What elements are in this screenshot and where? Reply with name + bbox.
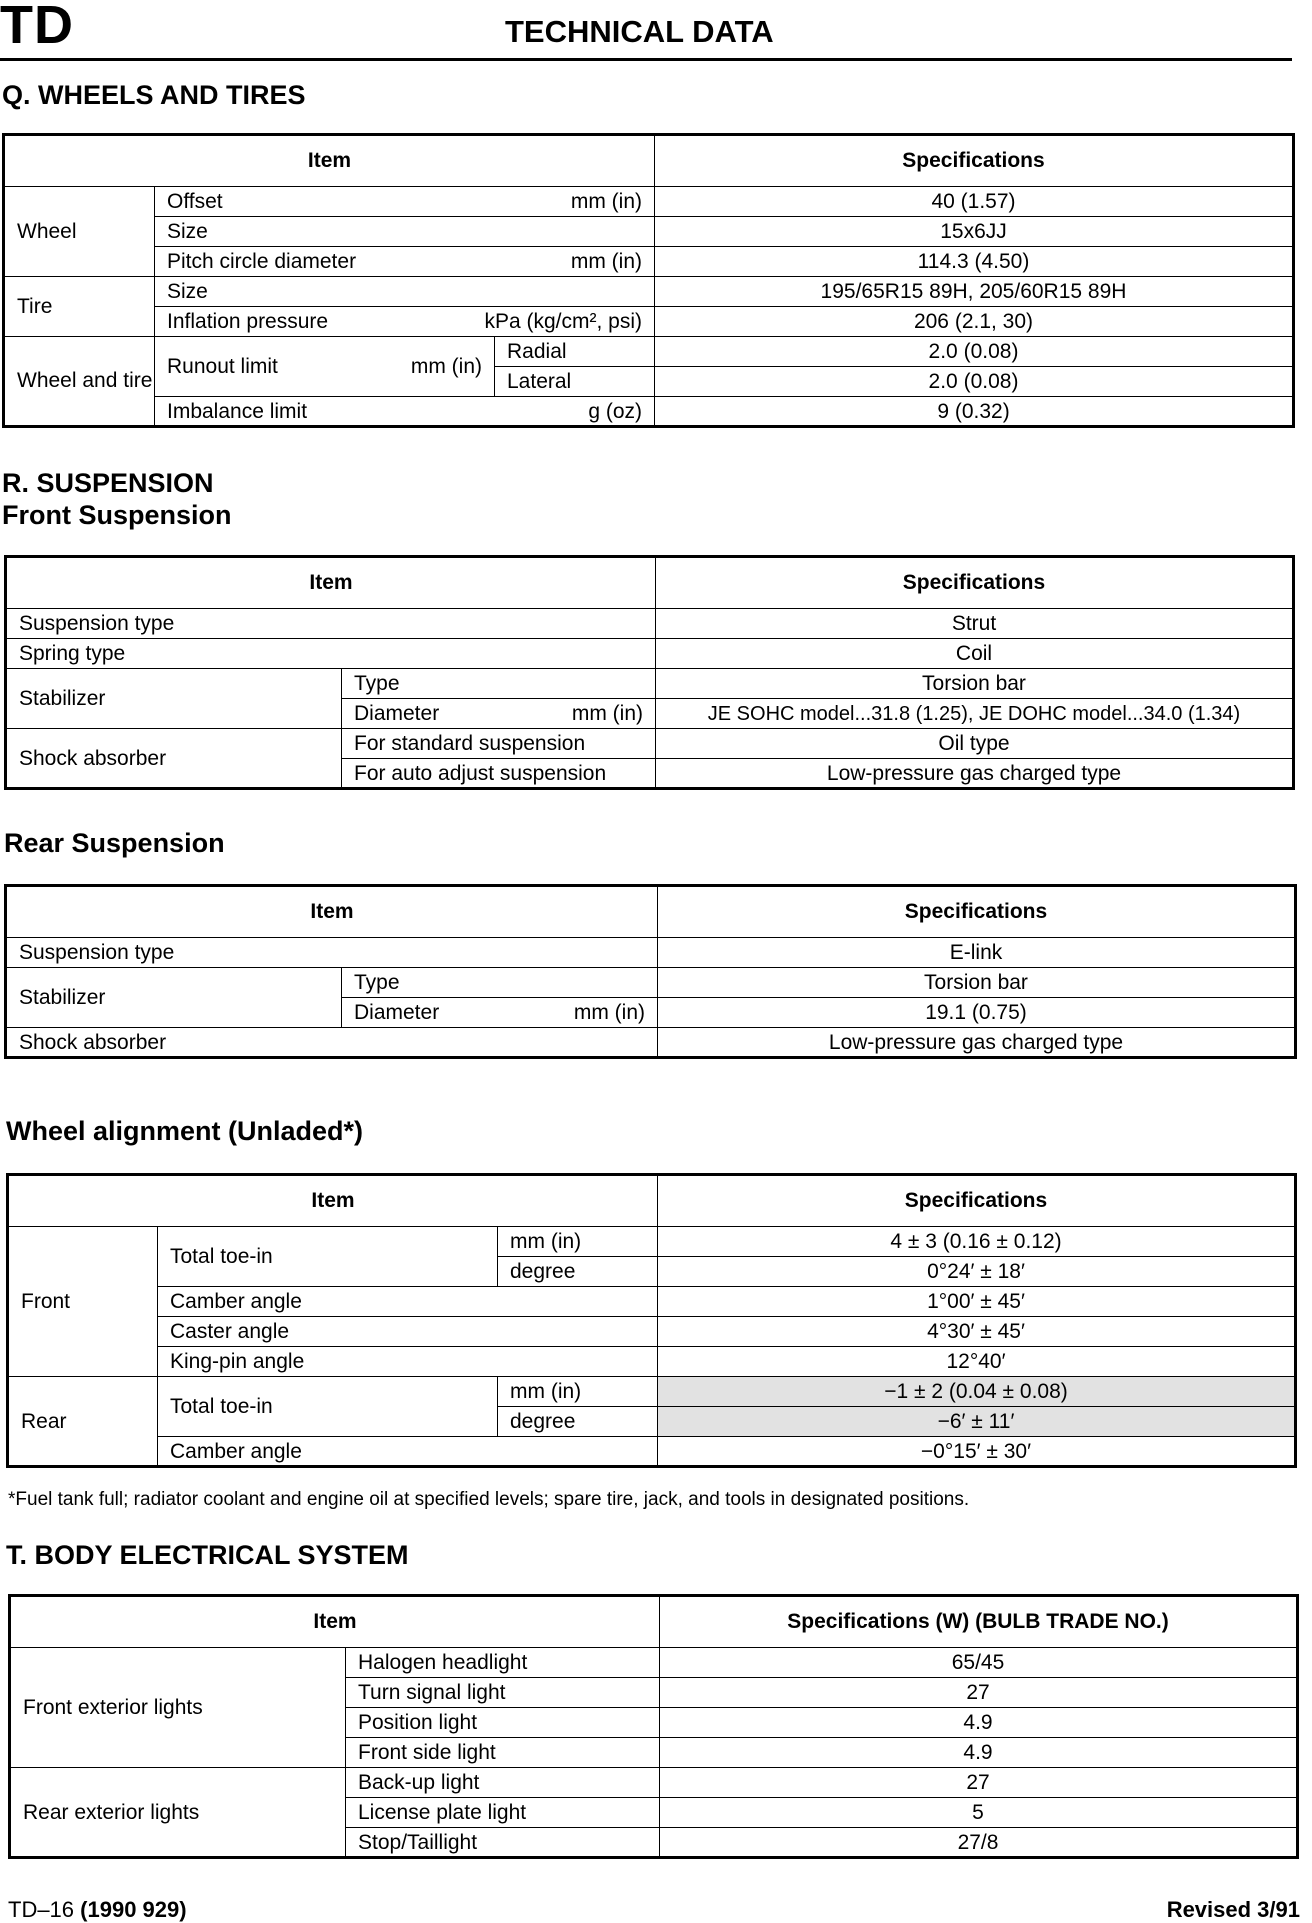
spec-value: 206 (2.1, 30) (655, 307, 1294, 337)
col-item-header: Item (4, 135, 655, 187)
spec-value: Oil type (656, 729, 1294, 759)
table-header-row (4, 135, 1294, 187)
unit-label: g (oz) (588, 399, 642, 423)
row-label: Size (155, 277, 655, 307)
spec-value: 0°24′ ± 18′ (658, 1257, 1296, 1287)
spec-value: 5 (660, 1798, 1298, 1828)
row-label: Total toe-in (158, 1227, 498, 1287)
spec-value: JE SOHC model...31.8 (1.25), JE DOHC model...34.0 (1.34) (656, 699, 1294, 729)
spec-value: −1 ± 2 (0.04 ± 0.08) (658, 1377, 1296, 1407)
spec-value: 65/45 (660, 1648, 1298, 1678)
col-item-header: Item (8, 1175, 658, 1227)
table-header-row (6, 886, 1296, 938)
row-group-label: Rear exterior lights (10, 1768, 346, 1858)
row-label: Suspension type (6, 938, 658, 968)
row-group-label: Wheel and tire (4, 337, 155, 427)
table-row (4, 337, 1294, 367)
row-label: Shock absorber (6, 1028, 658, 1058)
spec-value: 1°00′ ± 45′ (658, 1287, 1296, 1317)
page-code: TD–16 (8, 1897, 75, 1922)
unit-label: degree (498, 1257, 658, 1287)
row-group-label: Tire (4, 277, 155, 337)
spec-value: 4.9 (660, 1708, 1298, 1738)
col-spec-header: Specifications (658, 1175, 1296, 1227)
spec-value: 27 (660, 1678, 1298, 1708)
alignment-footnote: *Fuel tank full; radiator coolant and engine oil at specified levels; spare tire, jack, and tools in designated positions. (8, 1489, 970, 1510)
row-label: Runout limit (167, 355, 278, 378)
spec-value: Low-pressure gas charged type (658, 1028, 1296, 1058)
table-header-row (6, 557, 1294, 609)
spec-value: 2.0 (0.08) (655, 367, 1294, 397)
table-row (4, 217, 1294, 247)
row-label: For auto adjust suspension (342, 759, 656, 789)
unit-label: mm (in) (570, 250, 642, 273)
spec-value: −6′ ± 11′ (658, 1407, 1296, 1437)
spec-value: Torsion bar (658, 968, 1296, 998)
table-row (10, 1648, 1298, 1678)
row-label: License plate light (346, 1798, 660, 1828)
row-label: Front side light (346, 1738, 660, 1768)
spec-value: 195/65R15 89H, 205/60R15 89H (655, 277, 1294, 307)
row-label: Stop/Taillight (346, 1828, 660, 1858)
spec-value: −0°15′ ± 30′ (658, 1437, 1296, 1467)
row-label: Caster angle (158, 1317, 658, 1347)
unit-label: mm (in) (570, 190, 642, 213)
section-code: TD (0, 0, 74, 55)
alignment-table (6, 1173, 1297, 1468)
row-label: Camber angle (158, 1287, 658, 1317)
spec-value: 40 (1.57) (655, 187, 1294, 217)
table-row (8, 1227, 1296, 1257)
row-label: Size (155, 217, 655, 247)
table-row (4, 187, 1294, 217)
unit-label: mm (in) (573, 1001, 645, 1024)
unit-label: mm (in) (498, 1377, 658, 1407)
spec-value: 27 (660, 1768, 1298, 1798)
unit-label: degree (498, 1407, 658, 1437)
unit-label: kPa (kg/cm², psi) (484, 310, 642, 333)
row-label: Position light (346, 1708, 660, 1738)
rear-suspension-table (4, 884, 1297, 1059)
row-label: Total toe-in (158, 1377, 498, 1437)
page-number (8, 1897, 187, 1923)
col-spec-header: Specifications (658, 886, 1296, 938)
table-row (6, 669, 1294, 699)
row-group-label: Wheel (4, 187, 155, 277)
spec-value: 4°30′ ± 45′ (658, 1317, 1296, 1347)
alignment-title: Wheel alignment (Unladed*) (6, 1116, 364, 1146)
unit-label: mm (in) (410, 355, 482, 378)
row-label: Diameter (354, 1001, 440, 1024)
table-row (4, 277, 1294, 307)
spec-value: 19.1 (0.75) (658, 998, 1296, 1028)
row-label: Halogen headlight (346, 1648, 660, 1678)
col-item-header: Item (10, 1596, 660, 1648)
row-label: Offset (167, 190, 223, 213)
row-label: Spring type (6, 639, 656, 669)
table-row (8, 1287, 1296, 1317)
row-group-label: Stabilizer (6, 968, 342, 1028)
spec-value: 4 ± 3 (0.16 ± 0.12) (658, 1227, 1296, 1257)
table-row (8, 1437, 1296, 1467)
row-group-label: Front exterior lights (10, 1648, 346, 1768)
electrical-section-title: T. BODY ELECTRICAL SYSTEM (6, 1540, 409, 1570)
wheels-table (2, 133, 1295, 428)
table-row (6, 1028, 1296, 1058)
table-row (6, 639, 1294, 669)
col-item-header: Item (6, 557, 656, 609)
spec-value: 15x6JJ (655, 217, 1294, 247)
sub-label: Radial (495, 337, 655, 367)
table-row (6, 968, 1296, 998)
row-label: Imbalance limit (167, 399, 308, 423)
row-label: Turn signal light (346, 1678, 660, 1708)
row-label: Pitch circle diameter (167, 250, 357, 273)
col-spec-header: Specifications (655, 135, 1294, 187)
row-group-label: Stabilizer (6, 669, 342, 729)
unit-label: mm (in) (571, 702, 643, 725)
row-label: Inflation pressure (167, 310, 329, 333)
table-row (8, 1377, 1296, 1407)
front-suspension-title: Front Suspension (2, 500, 232, 530)
table-row (10, 1768, 1298, 1798)
row-label: Type (342, 669, 656, 699)
col-item-header: Item (6, 886, 658, 938)
spec-value: 4.9 (660, 1738, 1298, 1768)
table-row (4, 397, 1294, 427)
spec-value: Low-pressure gas charged type (656, 759, 1294, 789)
row-label: King-pin angle (158, 1347, 658, 1377)
rear-suspension-title: Rear Suspension (4, 828, 225, 858)
table-header-row (8, 1175, 1296, 1227)
electrical-table (8, 1594, 1299, 1859)
spec-value: E-link (658, 938, 1296, 968)
header-rule (0, 58, 1292, 61)
suspension-section-title: R. SUSPENSION (2, 468, 214, 498)
unit-label: mm (in) (498, 1227, 658, 1257)
row-group-label: Rear (8, 1377, 158, 1467)
row-label: For standard suspension (342, 729, 656, 759)
front-suspension-table (4, 555, 1295, 790)
row-label: Back-up light (346, 1768, 660, 1798)
col-spec-header: Specifications (W) (BULB TRADE NO.) (660, 1596, 1298, 1648)
row-label: Camber angle (158, 1437, 658, 1467)
spec-value: 114.3 (4.50) (655, 247, 1294, 277)
table-row (4, 247, 1294, 277)
page-title: TECHNICAL DATA (505, 14, 774, 49)
table-header-row (10, 1596, 1298, 1648)
wheels-section-title: Q. WHEELS AND TIRES (2, 80, 306, 110)
row-label: Type (342, 968, 658, 998)
spec-value: Strut (656, 609, 1294, 639)
row-label: Suspension type (6, 609, 656, 639)
spec-value: 12°40′ (658, 1347, 1296, 1377)
sub-label: Lateral (495, 367, 655, 397)
row-group-label: Front (8, 1227, 158, 1377)
spec-value: 27/8 (660, 1828, 1298, 1858)
table-row (4, 307, 1294, 337)
model-label: (1990 929) (80, 1897, 187, 1922)
table-row (8, 1347, 1296, 1377)
spec-value: Torsion bar (656, 669, 1294, 699)
table-row (6, 729, 1294, 759)
spec-value: 9 (0.32) (655, 397, 1294, 427)
row-group-label: Shock absorber (6, 729, 342, 789)
row-label: Diameter (354, 702, 440, 725)
spec-value: 2.0 (0.08) (655, 337, 1294, 367)
col-spec-header: Specifications (656, 557, 1294, 609)
revision-label: Revised 3/91 (1166, 1897, 1300, 1922)
table-row (8, 1317, 1296, 1347)
table-row (6, 938, 1296, 968)
spec-value: Coil (656, 639, 1294, 669)
table-row (6, 609, 1294, 639)
